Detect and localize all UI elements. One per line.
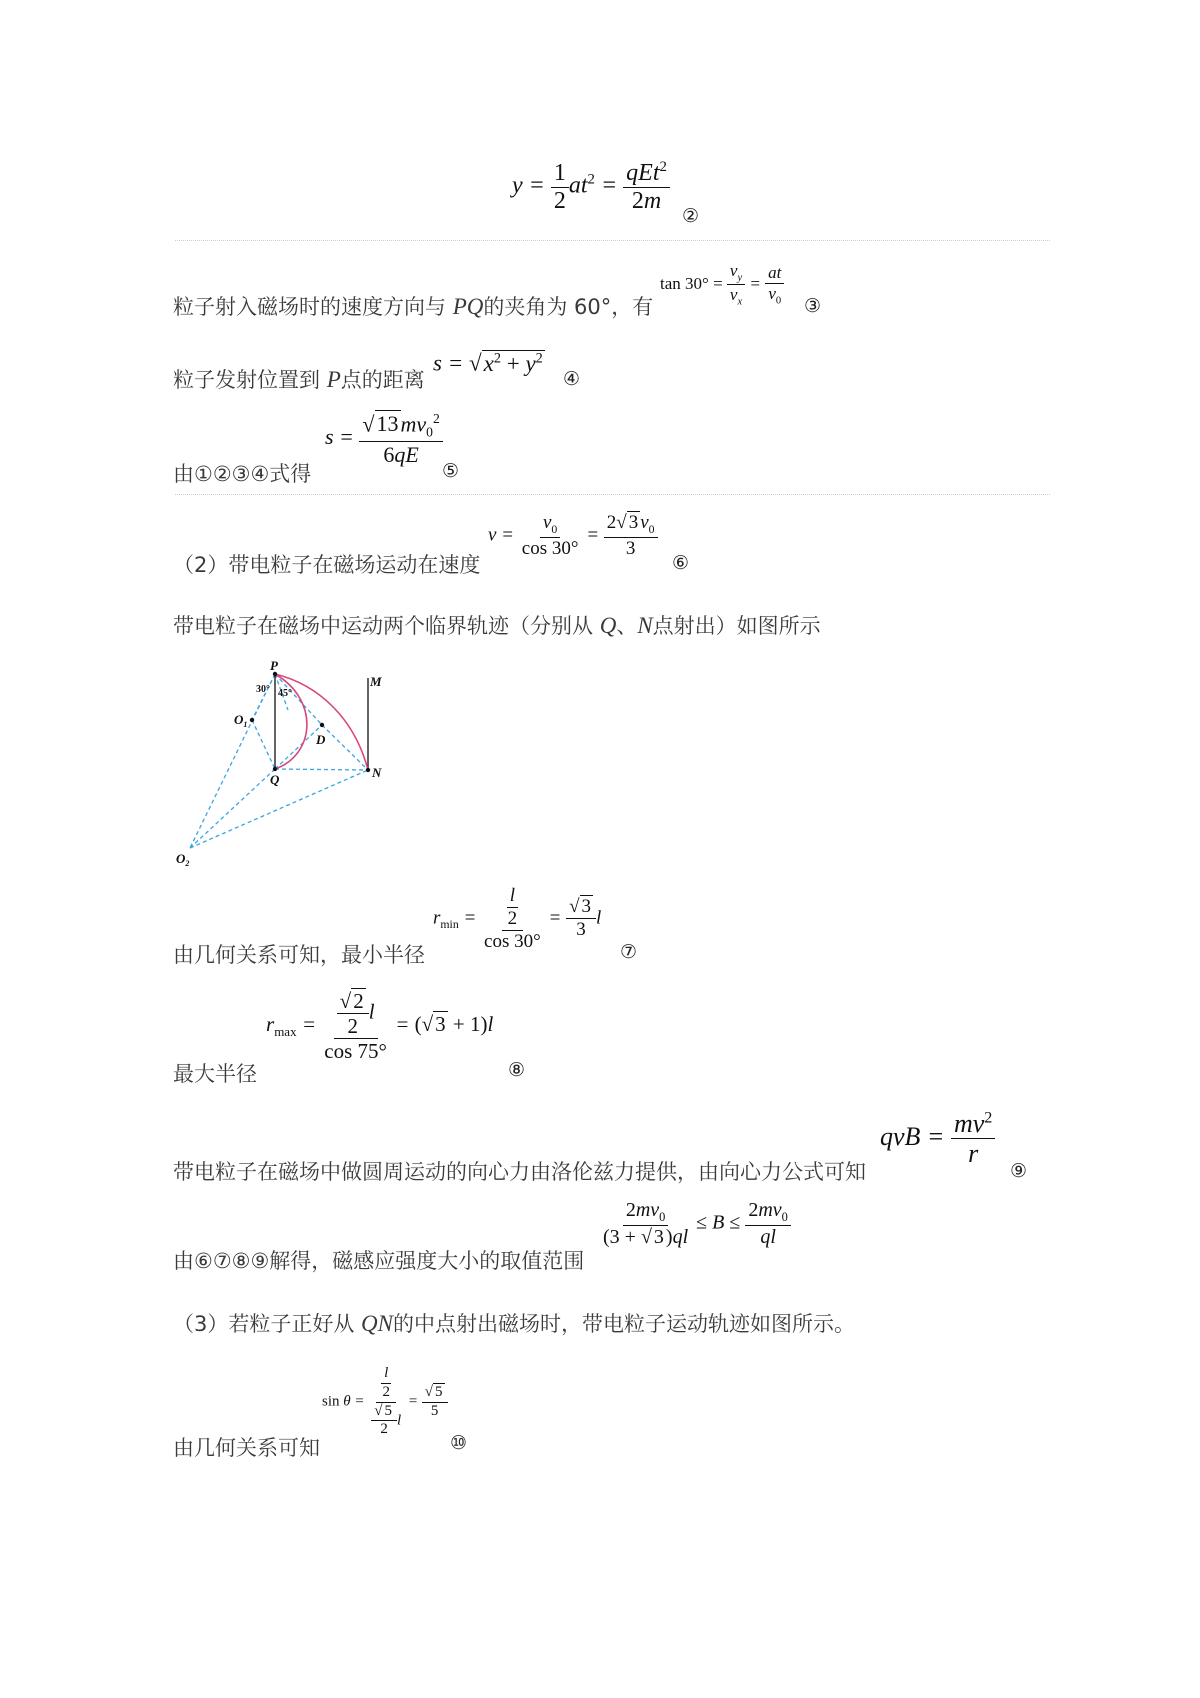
equation-lorentz: qvB = $\frac{mv^2}{r}$ <box>880 1110 995 1168</box>
marker-10: ⑩ <box>450 1432 468 1454</box>
point-n <box>366 768 370 772</box>
equation-velocity: v = $\frac{v_0}{\cos 30^\circ}$ = $\frac{2√ 3 v_0}{3}$ <box>488 513 658 559</box>
equation-sin-theta: sin θ = $\frac{l}{2}$ $\frac{√ 5}{2}$ l = $\frac{√ 5}{5}$ <box>322 1366 448 1438</box>
marker-7: ⑦ <box>620 941 638 963</box>
equation-y: y = $\frac{1}{2}$ $at^2$ = $\frac{qEt^2}{2m}$ <box>512 160 670 214</box>
marker-3: ③ <box>804 295 822 317</box>
point-o1 <box>250 718 254 722</box>
marker-6: ⑥ <box>672 552 690 574</box>
text-line-5: 带电粒子在磁场中运动两个临界轨迹（分别从 Q、N点射出）如图所示 <box>173 613 821 638</box>
text-line-7: 最大半径 <box>173 1062 257 1086</box>
text-line-9: 由⑥⑦⑧⑨解得，磁感应强度大小的取值范围 <box>173 1249 585 1273</box>
equation-s-distance: $s = √x^2 + y^2$ <box>433 350 543 376</box>
label-o1: $O_1$ <box>234 712 248 729</box>
text-line-8: 带电粒子在磁场中做圆周运动的向心力由洛伦兹力提供，由向心力公式可知 <box>173 1160 866 1184</box>
marker-4: ④ <box>563 368 581 390</box>
label-o2: $O_2$ <box>176 851 190 868</box>
divider-2 <box>175 494 1050 495</box>
equation-rmax: $r_{max}$ = $\frac{√2}{2}$ l cos 75° = (√3 + 1)l <box>266 989 494 1064</box>
text-line-6: 由几何关系可知，最小半径 <box>173 943 425 967</box>
point-d <box>320 723 324 727</box>
label-n: N <box>372 765 382 780</box>
text-line-11: 由几何关系可知 <box>173 1436 320 1460</box>
equation-b-range: $\frac{2mv_0}{(3 + √ 3 )ql}$ ≤ B ≤ $\frac{2mv_0}{ql}$ <box>600 1200 791 1248</box>
equation-rmin: $r_{min}$ = $\frac{\frac{l}{2}}{\cos 30^\circ}$ = $\frac{√ 3}{3}$ l <box>433 885 602 952</box>
equation-tan30: tan 30° = $\frac{v_y}{v_x}$ = $\frac{at}{v_0}$ <box>660 262 784 308</box>
marker-2: ② <box>682 205 700 227</box>
marker-9: ⑨ <box>1010 1160 1028 1182</box>
label-d: D <box>316 732 326 747</box>
text-line-3: 由①②③④式得 <box>173 462 312 486</box>
label-m: M <box>370 674 382 689</box>
divider <box>175 240 1050 241</box>
text-line-2: 粒子发射位置到 P点的距离 <box>173 367 425 392</box>
point-q <box>273 767 277 771</box>
marker-8: ⑧ <box>508 1059 526 1081</box>
label-q: Q <box>270 772 280 787</box>
text-line-1: 粒子射入磁场时的速度方向与 PQ的夹角为 60°，有 <box>173 294 654 319</box>
text-line-10: （3）若粒子正好从 QN的中点射出磁场时，带电粒子运动轨迹如图所示。 <box>173 1311 855 1336</box>
text-line-4: （2）带电粒子在磁场运动在速度 <box>173 553 481 577</box>
equation-s-result: s = $\frac{√13mv_0^2}{6qE}$ <box>325 412 443 466</box>
angle-30: 30° <box>256 684 270 695</box>
angle-45: 45° <box>278 688 292 699</box>
marker-5: ⑤ <box>442 460 460 482</box>
trajectory-figure <box>170 660 410 870</box>
dashed-construction-lines <box>190 674 368 848</box>
label-p: P <box>270 660 278 673</box>
